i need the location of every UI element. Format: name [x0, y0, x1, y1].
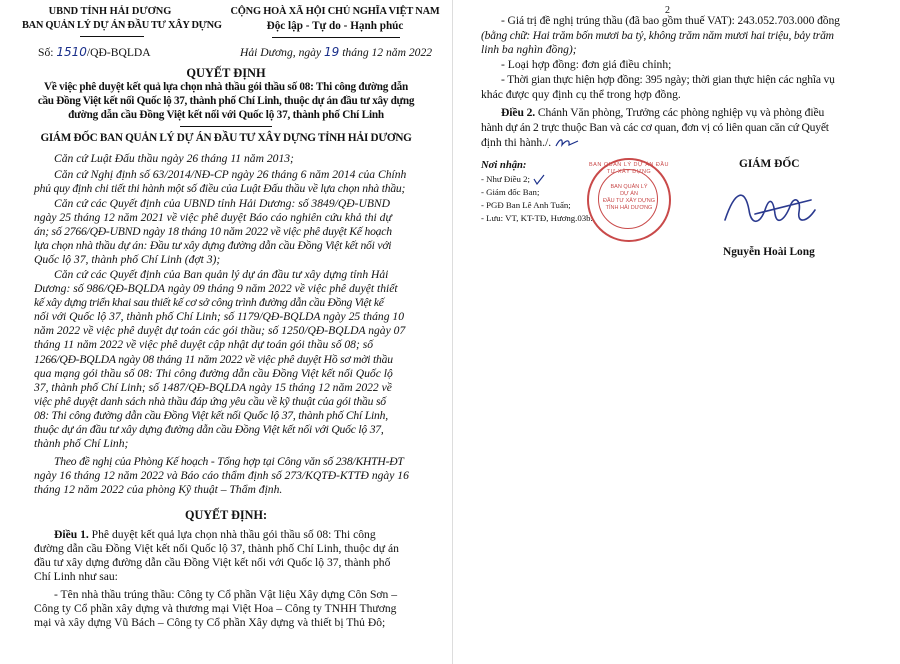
contractor-line-2: Công ty Cổ phần xây dựng và thương mại Việt Hoa – Công ty TNHH Thương [34, 602, 397, 616]
bid-value: - Giá trị đề nghị trúng thầu (đã bao gồm thuế VAT): 243.052.703.000 đồng [501, 14, 840, 27]
motto-underline [272, 37, 400, 38]
document-page-2 [452, 0, 900, 664]
signer-title: GIÁM ĐỐC [739, 158, 800, 170]
doc-number-handwritten: 1510 [56, 45, 87, 59]
article-2-text-1: Chánh Văn phòng, Trưởng các phòng nghiệp vụ và phòng điều [535, 106, 825, 119]
article-1 [34, 528, 436, 584]
document-number [38, 45, 151, 60]
recipient-3: - PGĐ Ban Lê Anh Tuấn; [481, 200, 571, 210]
seal-center-1: BAN QUẢN LÝ [610, 184, 648, 190]
subject-line-3: đường dẫn cầu Đồng Việt kết nối với Quốc lộ 37, thành phố Chí Linh [68, 109, 384, 121]
article-1-text-1: Phê duyệt kết quả lựa chọn nhà thầu gói thầu số 08: Thi công [88, 528, 376, 541]
article-2-line-2: hành dự án 2 trực thuộc Ban và các cơ quan, đơn vị có liên quan căn cứ Quyết [481, 121, 829, 134]
basis-4-line-6: tháng 11 năm 2022 về việc phê duyệt cập nhật dự toán gói thầu số 08; số [34, 338, 374, 352]
recipient-4: - Lưu: VT, KT-TĐ, Hương.03b. [481, 213, 593, 223]
article-2-line-1 [501, 106, 824, 120]
legal-basis-5 [34, 455, 436, 497]
basis-3-line-3: án; số 2766/QĐ-UBND ngày 18 tháng 10 năm 2022 về việc phê duyệt Kế hoạch [34, 225, 392, 239]
article-1-label: Điều 1. [54, 528, 89, 541]
basis-1-line: Căn cứ Luật Đấu thầu ngày 26 tháng 11 năm 2013; [54, 152, 294, 165]
national-motto: Độc lập - Tự do - Hạnh phúc [266, 20, 404, 32]
contract-duration-1: - Thời gian thực hiện hợp đồng: 395 ngày; thời gian thực hiện các nghĩa vụ [501, 73, 835, 86]
basis-3-line-4: lựa chọn nhà thầu dự án: Đầu tư xây dựng đường dẫn cầu Đồng Việt kết nối với [34, 239, 392, 253]
date-suffix: tháng 12 năm 2022 [342, 46, 433, 59]
legal-basis-1 [34, 152, 436, 166]
basis-2-line-1: Căn cứ Nghị định số 63/2014/NĐ-CP ngày 26 tháng 6 năm 2014 của Chính [54, 168, 407, 181]
decision-heading: QUYẾT ĐỊNH: [184, 508, 268, 522]
document-date [240, 45, 432, 60]
initial-signature-mark [554, 136, 580, 150]
bid-value-words-1: (bằng chữ: Hai trăm bốn mươi ba tỷ, không trăm năm mươi hai triệu, bảy trăm [481, 29, 834, 42]
signer-name: Nguyễn Hoài Long [723, 246, 815, 258]
basis-4-line-7: 1266/QĐ-BQLDA ngày 08 tháng 11 năm 2022 về việc phê duyệt Hồ sơ mời thầu [34, 352, 393, 366]
basis-4-line-11: 08: Thi công đường dẫn cầu Đồng Việt kết nối Quốc lộ 37, thành phố Chí Linh, [34, 408, 388, 422]
basis-4-line-1: Căn cứ các Quyết định của Ban quản lý dự án đầu tư xây dựng tỉnh Hải [54, 268, 389, 281]
issuer-agency: BAN QUẢN LÝ DỰ ÁN ĐẦU TƯ XÂY DỰNG [22, 20, 222, 31]
article-1-line-4: Chí Linh như sau: [34, 570, 118, 584]
official-seal [587, 158, 671, 242]
contractor-line-3: mại và xây dựng Vũ Bách – Công ty Cổ phần Xây dựng và thiết bị Thủ Đô; [34, 616, 386, 630]
article-2-label: Điều 2. [501, 106, 536, 119]
article-1-line-3: đầu tư xây dựng đường dẫn cầu Đồng Việt kết nối với Quốc lộ 37, thành phố [34, 556, 391, 570]
basis-3-line-5: Quốc lộ 37, thành phố Chí Linh (đợt 3); [34, 253, 221, 267]
seal-ring-text: BAN QUẢN LÝ DỰ ÁN ĐẦU TƯ XÂY DỰNG [589, 162, 669, 175]
basis-4-line-10: việc phê duyệt danh sách nhà thầu đáp ứng yêu cầu về kỹ thuật của gói thầu số [34, 394, 386, 408]
basis-5-line-1: Theo đề nghị của Phòng Kế hoạch - Tổng hợp tại Công văn số 238/KHTH-ĐT [54, 455, 404, 468]
seal-center-2: DỰ ÁN [620, 191, 638, 197]
recipients-title: Nơi nhận: [481, 160, 527, 171]
issuer-parent-agency: UBND TỈNH HẢI DƯƠNG [48, 6, 172, 17]
recipient-1 [481, 174, 546, 186]
subject-underline [180, 126, 272, 127]
legal-basis-2 [34, 168, 436, 196]
contract-duration-2: khác được quy định cụ thể trong hợp đồng. [481, 88, 681, 101]
basis-3-line-1: Căn cứ các Quyết định của UBND tỉnh Hải Dương: số 3849/QĐ-UBND [54, 197, 391, 210]
date-day-handwritten: 19 [324, 45, 340, 59]
basis-4-line-3: kế xây dựng triển khai sau thiết kế cơ sở công trình đường dẫn cầu Đồng Việt kế [34, 296, 384, 310]
article-1-line-2: đường dẫn cầu Đồng Việt kết nối Quốc lộ 37, thành phố Chí Linh, thuộc dự án [34, 542, 399, 556]
seal-center-4: TỈNH HẢI DƯƠNG [605, 205, 653, 211]
seal-center-3: ĐẦU TƯ XÂY DỰNG [603, 198, 655, 204]
basis-4-line-2: Dương: số 986/QĐ-BQLDA ngày 09 tháng 9 năm 2022 về việc phê duyệt thiết [34, 282, 398, 296]
subject-line-2: cầu Đồng Việt kết nối Quốc lộ 37, thành phố Chí Linh, thuộc dự án đầu tư xây dựng [37, 95, 415, 107]
article-1-line-1 [34, 528, 436, 542]
issuer-underline [80, 36, 144, 37]
check-mark [532, 174, 546, 186]
national-title: CỘNG HOÀ XÃ HỘI CHỦ NGHĨA VIỆT NAM [230, 6, 440, 17]
basis-4-line-5: năm 2022 về việc phê duyệt dự toán các gói thầu; số 1250/QĐ-BQLDA ngày 07 [34, 324, 406, 338]
basis-4-line-13: thành phố Chí Linh; [34, 437, 129, 451]
contractor-line-1: - Tên nhà thầu trúng thầu: Công ty Cổ phần Vật liệu Xây dựng Côn Sơn – [54, 588, 398, 601]
basis-4-line-9: 37, thành phố Chí Linh; số 1487/QĐ-BQLDA ngày 15 tháng 12 năm 2022 về [34, 380, 392, 394]
subject-line-1: Về việc phê duyệt kết quả lựa chọn nhà thầu gói thầu số 08: Thi công đường dẫn [44, 81, 408, 93]
basis-5-line-2: ngày 16 tháng 12 năm 2022 và Báo cáo thẩm định số 273/KQTĐ-KTTĐ ngày 16 [34, 469, 409, 483]
handwritten-signature [715, 180, 835, 240]
doc-number-suffix: /QĐ-BQLDA [86, 46, 151, 59]
bid-value-words-2: linh ba nghìn đồng); [481, 43, 577, 56]
recipient-1-text: - Như Điều 2; [481, 174, 530, 185]
basis-5-line-3: tháng 12 năm 2022 của phòng Kỹ thuật – Thẩm định. [34, 483, 283, 497]
basis-4-line-8: qua mạng gói thầu số 08: Thi công đường dẫn cầu Đồng Việt kết nối Quốc lộ [34, 366, 393, 380]
date-prefix: Hải Dương, ngày [240, 46, 322, 59]
page-number: 2 [665, 5, 670, 16]
document-title: QUYẾT ĐỊNH [186, 66, 266, 80]
issuing-authority: GIÁM ĐỐC BAN QUẢN LÝ DỰ ÁN ĐẦU TƯ XÂY DỰNG TỈNH HẢI DƯƠNG [40, 132, 412, 144]
basis-4-line-4: nối với Quốc lộ 37, thành phố Chí Linh; số 1179/QĐ-BQLDA ngày 25 tháng 10 [34, 310, 404, 324]
doc-number-prefix: Số: [38, 46, 54, 59]
contract-type: - Loại hợp đồng: đơn giá điều chỉnh; [501, 58, 672, 71]
basis-4-line-12: thuộc dự án đầu tư xây dựng đường dẫn cầu Đồng Việt kết nối với Quốc lộ 37, [34, 423, 384, 437]
article-2-text-3: định thi hành./. [481, 136, 552, 149]
basis-2-line-2: phủ quy định chi tiết thi hành một số điều của Luật Đấu thầu về lựa chọn nhà thầu; [34, 182, 406, 196]
article-2-line-3 [481, 136, 580, 150]
recipient-2: - Giám đốc Ban; [481, 187, 540, 197]
winning-contractor [34, 588, 436, 630]
legal-basis-3 [34, 197, 436, 267]
legal-basis-4 [34, 268, 436, 451]
basis-3-line-2: ngày 25 tháng 12 năm 2021 về việc phê duyệt Báo cáo nghiên cứu khả thi dự [34, 211, 392, 225]
